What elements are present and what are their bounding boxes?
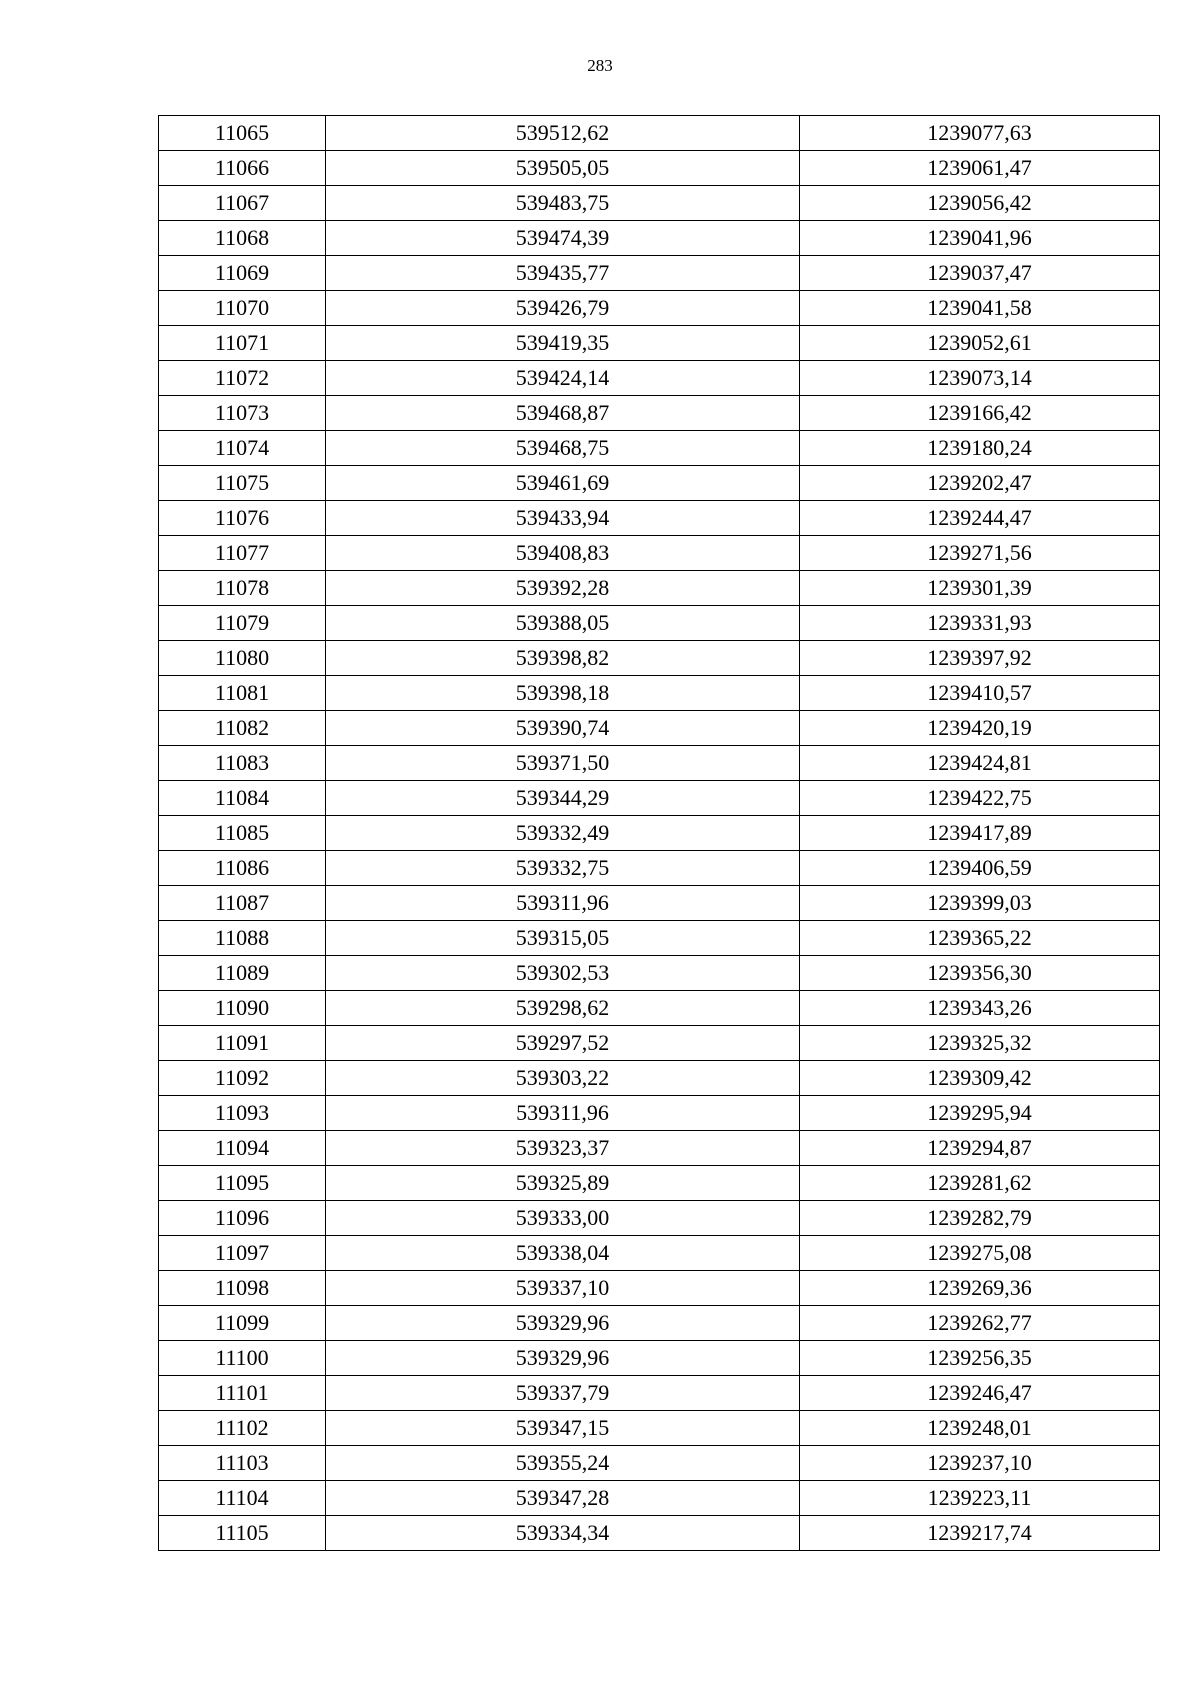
table-row (159, 886, 1160, 921)
x-coordinate-cell: 539512,62 (326, 116, 800, 151)
point-number-cell: 11078 (159, 571, 326, 606)
x-coordinate-cell: 539468,75 (326, 431, 800, 466)
y-coordinate-cell: 1239331,93 (800, 606, 1160, 641)
y-coordinate-cell: 1239246,47 (800, 1376, 1160, 1411)
table-row (159, 326, 1160, 361)
y-coordinate-cell: 1239041,96 (800, 221, 1160, 256)
table-row (159, 1376, 1160, 1411)
page-number: 283 (587, 56, 613, 75)
y-coordinate-cell: 1239356,30 (800, 956, 1160, 991)
y-coordinate-cell: 1239325,32 (800, 1026, 1160, 1061)
table-row (159, 1306, 1160, 1341)
x-coordinate-cell: 539424,14 (326, 361, 800, 396)
y-coordinate-cell: 1239397,92 (800, 641, 1160, 676)
x-coordinate-cell: 539355,24 (326, 1446, 800, 1481)
point-number-cell: 11067 (159, 186, 326, 221)
y-coordinate-cell: 1239037,47 (800, 256, 1160, 291)
coordinates-table (158, 115, 1160, 1551)
coordinates-table-body (159, 116, 1160, 1551)
table-row (159, 1481, 1160, 1516)
y-coordinate-cell: 1239406,59 (800, 851, 1160, 886)
point-number-cell: 11099 (159, 1306, 326, 1341)
table-row (159, 816, 1160, 851)
x-coordinate-cell: 539333,00 (326, 1201, 800, 1236)
y-coordinate-cell: 1239244,47 (800, 501, 1160, 536)
table-row (159, 1446, 1160, 1481)
table-row (159, 1096, 1160, 1131)
table-row (159, 501, 1160, 536)
point-number-cell: 11104 (159, 1481, 326, 1516)
x-coordinate-cell: 539398,18 (326, 676, 800, 711)
x-coordinate-cell: 539325,89 (326, 1166, 800, 1201)
point-number-cell: 11090 (159, 991, 326, 1026)
point-number-cell: 11073 (159, 396, 326, 431)
y-coordinate-cell: 1239052,61 (800, 326, 1160, 361)
x-coordinate-cell: 539433,94 (326, 501, 800, 536)
x-coordinate-cell: 539337,79 (326, 1376, 800, 1411)
x-coordinate-cell: 539505,05 (326, 151, 800, 186)
table-row (159, 991, 1160, 1026)
point-number-cell: 11074 (159, 431, 326, 466)
y-coordinate-cell: 1239275,08 (800, 1236, 1160, 1271)
x-coordinate-cell: 539371,50 (326, 746, 800, 781)
x-coordinate-cell: 539329,96 (326, 1306, 800, 1341)
y-coordinate-cell: 1239301,39 (800, 571, 1160, 606)
table-row (159, 431, 1160, 466)
y-coordinate-cell: 1239056,42 (800, 186, 1160, 221)
point-number-cell: 11065 (159, 116, 326, 151)
y-coordinate-cell: 1239399,03 (800, 886, 1160, 921)
y-coordinate-cell: 1239077,63 (800, 116, 1160, 151)
y-coordinate-cell: 1239343,26 (800, 991, 1160, 1026)
x-coordinate-cell: 539419,35 (326, 326, 800, 361)
point-number-cell: 11076 (159, 501, 326, 536)
table-row (159, 711, 1160, 746)
x-coordinate-cell: 539347,15 (326, 1411, 800, 1446)
x-coordinate-cell: 539337,10 (326, 1271, 800, 1306)
table-row (159, 781, 1160, 816)
x-coordinate-cell: 539461,69 (326, 466, 800, 501)
x-coordinate-cell: 539408,83 (326, 536, 800, 571)
point-number-cell: 11081 (159, 676, 326, 711)
point-number-cell: 11084 (159, 781, 326, 816)
y-coordinate-cell: 1239248,01 (800, 1411, 1160, 1446)
point-number-cell: 11088 (159, 921, 326, 956)
point-number-cell: 11089 (159, 956, 326, 991)
x-coordinate-cell: 539392,28 (326, 571, 800, 606)
table-row (159, 956, 1160, 991)
x-coordinate-cell: 539338,04 (326, 1236, 800, 1271)
y-coordinate-cell: 1239281,62 (800, 1166, 1160, 1201)
y-coordinate-cell: 1239309,42 (800, 1061, 1160, 1096)
x-coordinate-cell: 539302,53 (326, 956, 800, 991)
table-row (159, 1236, 1160, 1271)
table-row (159, 606, 1160, 641)
point-number-cell: 11102 (159, 1411, 326, 1446)
x-coordinate-cell: 539311,96 (326, 1096, 800, 1131)
table-row (159, 1516, 1160, 1551)
point-number-cell: 11082 (159, 711, 326, 746)
point-number-cell: 11085 (159, 816, 326, 851)
point-number-cell: 11098 (159, 1271, 326, 1306)
y-coordinate-cell: 1239202,47 (800, 466, 1160, 501)
point-number-cell: 11087 (159, 886, 326, 921)
point-number-cell: 11095 (159, 1166, 326, 1201)
table-row (159, 571, 1160, 606)
y-coordinate-cell: 1239295,94 (800, 1096, 1160, 1131)
table-row (159, 676, 1160, 711)
point-number-cell: 11096 (159, 1201, 326, 1236)
table-row (159, 1166, 1160, 1201)
x-coordinate-cell: 539297,52 (326, 1026, 800, 1061)
y-coordinate-cell: 1239073,14 (800, 361, 1160, 396)
point-number-cell: 11079 (159, 606, 326, 641)
x-coordinate-cell: 539474,39 (326, 221, 800, 256)
x-coordinate-cell: 539332,49 (326, 816, 800, 851)
y-coordinate-cell: 1239223,11 (800, 1481, 1160, 1516)
x-coordinate-cell: 539435,77 (326, 256, 800, 291)
table-row (159, 221, 1160, 256)
table-row (159, 186, 1160, 221)
y-coordinate-cell: 1239420,19 (800, 711, 1160, 746)
point-number-cell: 11086 (159, 851, 326, 886)
point-number-cell: 11097 (159, 1236, 326, 1271)
point-number-cell: 11077 (159, 536, 326, 571)
point-number-cell: 11075 (159, 466, 326, 501)
y-coordinate-cell: 1239166,42 (800, 396, 1160, 431)
x-coordinate-cell: 539298,62 (326, 991, 800, 1026)
x-coordinate-cell: 539332,75 (326, 851, 800, 886)
point-number-cell: 11071 (159, 326, 326, 361)
point-number-cell: 11070 (159, 291, 326, 326)
table-row (159, 1411, 1160, 1446)
table-row (159, 1341, 1160, 1376)
table-row (159, 1061, 1160, 1096)
table-row (159, 746, 1160, 781)
point-number-cell: 11083 (159, 746, 326, 781)
point-number-cell: 11069 (159, 256, 326, 291)
point-number-cell: 11068 (159, 221, 326, 256)
x-coordinate-cell: 539426,79 (326, 291, 800, 326)
table-row (159, 256, 1160, 291)
point-number-cell: 11103 (159, 1446, 326, 1481)
x-coordinate-cell: 539388,05 (326, 606, 800, 641)
point-number-cell: 11105 (159, 1516, 326, 1551)
x-coordinate-cell: 539329,96 (326, 1341, 800, 1376)
point-number-cell: 11066 (159, 151, 326, 186)
x-coordinate-cell: 539483,75 (326, 186, 800, 221)
point-number-cell: 11100 (159, 1341, 326, 1376)
x-coordinate-cell: 539347,28 (326, 1481, 800, 1516)
table-row (159, 1271, 1160, 1306)
table-row (159, 1026, 1160, 1061)
y-coordinate-cell: 1239237,10 (800, 1446, 1160, 1481)
point-number-cell: 11093 (159, 1096, 326, 1131)
x-coordinate-cell: 539311,96 (326, 886, 800, 921)
y-coordinate-cell: 1239256,35 (800, 1341, 1160, 1376)
x-coordinate-cell: 539334,34 (326, 1516, 800, 1551)
y-coordinate-cell: 1239180,24 (800, 431, 1160, 466)
y-coordinate-cell: 1239410,57 (800, 676, 1160, 711)
table-row (159, 641, 1160, 676)
table-row (159, 1131, 1160, 1166)
y-coordinate-cell: 1239424,81 (800, 746, 1160, 781)
point-number-cell: 11092 (159, 1061, 326, 1096)
table-row (159, 536, 1160, 571)
y-coordinate-cell: 1239061,47 (800, 151, 1160, 186)
x-coordinate-cell: 539323,37 (326, 1131, 800, 1166)
point-number-cell: 11072 (159, 361, 326, 396)
table-row (159, 151, 1160, 186)
y-coordinate-cell: 1239365,22 (800, 921, 1160, 956)
table-row (159, 396, 1160, 431)
x-coordinate-cell: 539398,82 (326, 641, 800, 676)
y-coordinate-cell: 1239262,77 (800, 1306, 1160, 1341)
table-row (159, 291, 1160, 326)
x-coordinate-cell: 539468,87 (326, 396, 800, 431)
table-row (159, 466, 1160, 501)
point-number-cell: 11091 (159, 1026, 326, 1061)
x-coordinate-cell: 539390,74 (326, 711, 800, 746)
y-coordinate-cell: 1239271,56 (800, 536, 1160, 571)
point-number-cell: 11101 (159, 1376, 326, 1411)
y-coordinate-cell: 1239041,58 (800, 291, 1160, 326)
table-row (159, 1201, 1160, 1236)
y-coordinate-cell: 1239422,75 (800, 781, 1160, 816)
table-row (159, 921, 1160, 956)
x-coordinate-cell: 539303,22 (326, 1061, 800, 1096)
point-number-cell: 11094 (159, 1131, 326, 1166)
y-coordinate-cell: 1239217,74 (800, 1516, 1160, 1551)
x-coordinate-cell: 539315,05 (326, 921, 800, 956)
table-row (159, 851, 1160, 886)
y-coordinate-cell: 1239417,89 (800, 816, 1160, 851)
point-number-cell: 11080 (159, 641, 326, 676)
y-coordinate-cell: 1239282,79 (800, 1201, 1160, 1236)
y-coordinate-cell: 1239269,36 (800, 1271, 1160, 1306)
y-coordinate-cell: 1239294,87 (800, 1131, 1160, 1166)
table-row (159, 361, 1160, 396)
x-coordinate-cell: 539344,29 (326, 781, 800, 816)
table-row (159, 116, 1160, 151)
